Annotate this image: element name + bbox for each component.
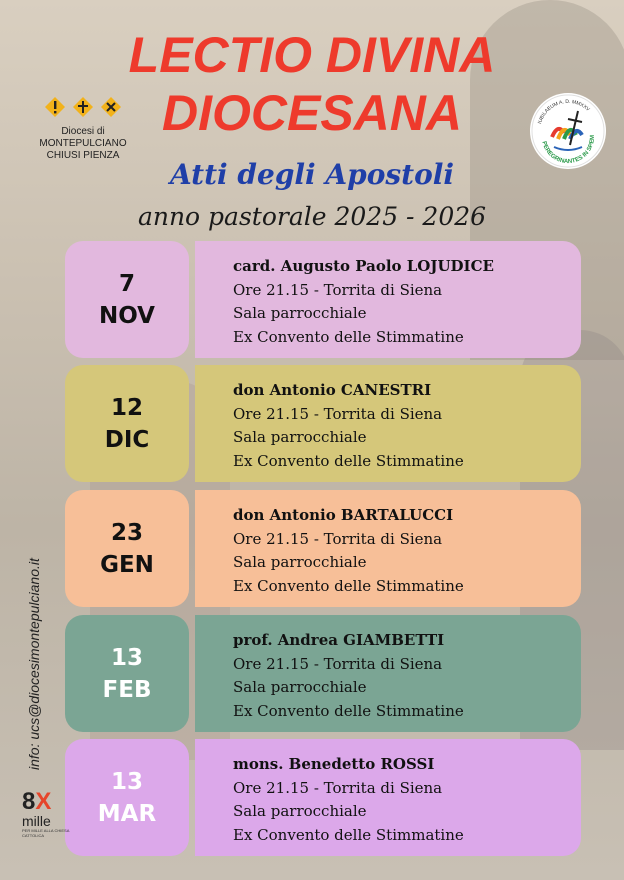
event-time-place: Ore 21.15 - Torrita di Siena (233, 280, 443, 299)
event-day: 12 (110, 394, 143, 421)
otto-per-mille-logo (22, 790, 72, 838)
event-month: GEN (100, 551, 154, 578)
event-time-place: Ore 21.15 - Torrita di Siena (233, 778, 443, 797)
event-time-place: Ore 21.15 - Torrita di Siena (233, 404, 443, 423)
otto-number: 8 (22, 788, 36, 815)
exclamation-diamond-icon (44, 96, 66, 118)
page-title-line2: DIOCESANA (161, 85, 463, 141)
event-date (65, 615, 189, 732)
event-date (65, 365, 189, 482)
event-hall: Sala parrocchiale (233, 428, 367, 446)
event-hall: Sala parrocchiale (233, 802, 367, 820)
event-row (65, 615, 581, 732)
event-speaker: don Antonio BARTALUCCI (233, 506, 454, 524)
event-row (65, 241, 581, 358)
svg-text:PEREGRINANTES IN SPEM: PEREGRINANTES IN SPEM (540, 134, 597, 166)
event-row (65, 365, 581, 482)
event-row (65, 739, 581, 856)
event-details (195, 739, 581, 856)
contact-email[interactable]: info: ucs@diocesimontepulciano.it (26, 558, 42, 770)
diocese-logo (28, 96, 138, 162)
event-venue: Ex Convento delle Stimmatine (233, 825, 464, 844)
event-date (65, 490, 189, 607)
event-month: NOV (99, 302, 155, 329)
event-day: 13 (110, 644, 143, 671)
event-row (65, 490, 581, 607)
event-venue: Ex Convento delle Stimmatine (233, 576, 464, 595)
event-venue: Ex Convento delle Stimmatine (233, 451, 464, 470)
event-date (65, 739, 189, 856)
otto-tagline: PER MILLE ALLA CHIESA CATTOLICA (22, 828, 70, 838)
x-diamond-icon (100, 96, 122, 118)
event-month: MAR (97, 800, 157, 827)
event-hall: Sala parrocchiale (233, 304, 367, 322)
event-speaker: mons. Benedetto ROSSI (233, 755, 435, 773)
diocese-name-line2: MONTEPULCIANO (39, 138, 127, 149)
pastoral-year: anno pastorale 2025 - 2026 (137, 202, 487, 231)
event-hall: Sala parrocchiale (233, 553, 367, 571)
event-time-place: Ore 21.15 - Torrita di Siena (233, 529, 443, 548)
event-speaker: card. Augusto Paolo LOJUDICE (233, 257, 494, 275)
event-day: 23 (110, 519, 143, 546)
event-day: 7 (118, 270, 135, 297)
event-date (65, 241, 189, 358)
jubilee-logo (530, 93, 606, 169)
event-details (195, 615, 581, 732)
event-time-place: Ore 21.15 - Torrita di Siena (233, 654, 443, 673)
svg-text:IUBILAEUM A. D. MMXXV: IUBILAEUM A. D. MMXXV (537, 98, 591, 125)
page-title-line1: LECTIO DIVINA (128, 27, 496, 83)
event-details (195, 490, 581, 607)
event-speaker: don Antonio CANESTRI (233, 381, 432, 399)
event-venue: Ex Convento delle Stimmatine (233, 701, 464, 720)
event-month: FEB (102, 676, 152, 703)
event-details (195, 365, 581, 482)
diocese-marks (28, 96, 138, 118)
event-speaker: prof. Andrea GIAMBETTI (233, 631, 445, 649)
event-details (195, 241, 581, 358)
event-venue: Ex Convento delle Stimmatine (233, 327, 464, 346)
otto-word: mille (22, 813, 51, 829)
event-month: DIC (104, 426, 150, 453)
event-day: 13 (110, 768, 143, 795)
diocese-name-line3: CHIUSI PIENZA (46, 150, 120, 161)
page-subtitle: Atti degli Apostoli (169, 158, 455, 191)
diocese-name-line1: Diocesi di (61, 126, 105, 137)
event-hall: Sala parrocchiale (233, 678, 367, 696)
cross-diamond-icon (72, 96, 94, 118)
otto-x: X (35, 788, 52, 815)
